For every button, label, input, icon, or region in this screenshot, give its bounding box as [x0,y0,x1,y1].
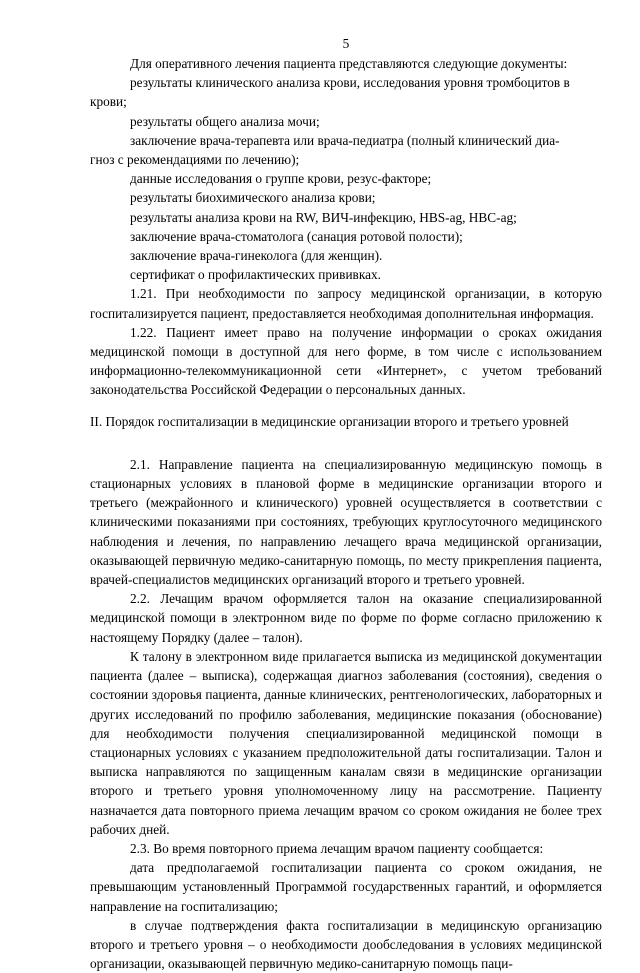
list-item: результаты биохимического анализа крови; [130,190,376,206]
list-item: данные исследования о группе крови, резус-факторе; [130,171,432,187]
list-item-continuation: гноз с рекомендациями по лечению); [90,152,300,168]
paragraph-talon: К талону в электронном виде прилагается выписка из медицинской документации пациента (далее – выписка), содержащая диагноз заболевания (состояния), сведения о состоянии здоровья пациента, данные клинических, рентгенологических, лабораторных и других исследований по профилю заболевания, медицинские показания (обоснование) для необходимости получения специализированной медицинской помощи в стационарных условиях с указанием предположительной даты госпитализации. Талон и выписка направляются по защищенным каналам связи в медицинские организации второго и третьего уровня уполномоченному лицу на рассмотрение. Пациенту назначается дата повторного приема лечащим врачом со сроком ожидания не более трех рабочих дней. [90,648,602,837]
list-item: сертификат о профилактических прививках. [130,267,381,283]
paragraph-2-3: 2.3. Во время повторного приема лечащим врачом пациенту сообщается: [130,840,544,856]
list-item: заключение врача-терапевта или врача-педиатра (полный клинический диа- [130,132,560,148]
list-item: заключение врача-гинеколога (для женщин). [130,248,383,264]
list-item: результаты клинического анализа крови, исследования уровня тромбоцитов в [130,75,570,91]
paragraph-1-22: 1.22. Пациент имеет право на получение информации о сроках ожидания медицинской помощи в доступной для него форме, в том числе с использованием информационно-телекоммуникационной сети «Интернет», с учетом требований законодательства Российской Федерации о персональных данных. [90,324,602,398]
paragraph-2-1: 2.1. Направление пациента на специализированную медицинскую помощь в стационарных условиях в плановой форме в медицинские организации второго и третьего (межрайонного и клинического) уровней осуществляется в соответствии с клиническими показаниями при состояниях, требующих круглосуточного медицинского наблюдения и лечения, по направлению лечащего врача медицинской организации, оказывающей первичную медико-санитарную помощь, по месту прикрепления пациента, врачей-специалистов медицинских организаций второго и третьего уровней. [90,456,602,588]
paragraph-1-21: 1.21. При необходимости по запросу медицинской организации, в которую госпитализируется пациент, предоставляется необходимая дополнительная информация. [90,286,602,321]
list-item: результаты анализа крови на RW, ВИЧ-инфекцию, HBS-ag, HBC-ag; [130,209,517,225]
paragraph-hospitalization-date: дата предполагаемой госпитализации пациента со сроком ожидания, не превышающим установленный Программой государственных гарантий, и оформляется направление на госпитализацию; [90,860,602,914]
paragraph-confirmation-case: в случае подтверждения факта госпитализации в медицинскую организацию второго и третьего уровня – о необходимости дообследования в условиях медицинской организации, оказывающей первичную медико-санитарную помощь паци- [90,917,602,972]
list-item: результаты общего анализа мочи; [130,113,320,129]
list-item: заключение врача-стоматолога (санация ротовой полости); [130,228,463,244]
list-item-continuation: крови; [90,94,127,110]
paragraph-2-2: 2.2. Лечащим врачом оформляется талон на оказание специализированной медицинской помощи в электронном виде по форме по форме согласно приложению к настоящему Порядку (далее – талон). [90,591,602,645]
list-intro: Для оперативного лечения пациента представляются следующие документы: [130,56,568,71]
documents-list [90,54,602,284]
section-title: II. Порядок госпитализации в медицинские организации второго и третьего уровней [90,413,569,429]
page-number: 5 [342,36,350,51]
